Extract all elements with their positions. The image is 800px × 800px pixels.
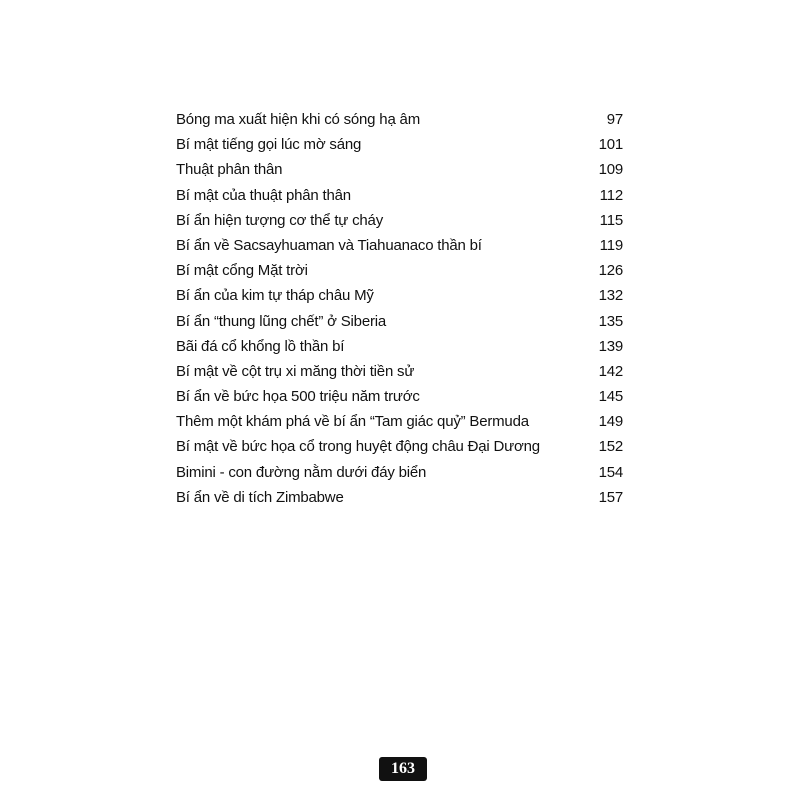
toc-entry-page: 152	[598, 438, 623, 456]
toc-entry-page: 112	[599, 186, 623, 204]
toc-entry	[176, 359, 623, 384]
toc-entry-title: Bí ẩn của kim tự tháp châu Mỹ	[176, 287, 374, 305]
toc-entry-title: Bí ẩn về di tích Zimbabwe	[176, 488, 344, 506]
toc-entry-title: Bimini - con đường nằm dưới đáy biển	[176, 463, 427, 481]
toc-entry	[176, 384, 623, 409]
toc-entry	[176, 434, 623, 459]
toc-entry	[176, 409, 623, 434]
toc-entry	[176, 107, 623, 132]
toc-entry-title: Bí ẩn về Sacsayhuaman và Tiahuanaco thần bí	[176, 236, 482, 254]
toc-entry	[176, 183, 623, 208]
toc-entry	[176, 132, 623, 157]
toc-entry	[176, 334, 623, 359]
toc-entry-title: Bãi đá cổ khổng lồ thần bí	[176, 337, 345, 355]
toc-entry-page: 97	[606, 111, 623, 128]
toc-entry-page: 132	[598, 287, 623, 305]
toc-entry	[176, 258, 623, 283]
toc-entry-title: Bí mật cổng Mặt trời	[176, 262, 308, 280]
toc-entry-page: 157	[598, 488, 623, 506]
toc-entry-page: 139	[598, 337, 623, 355]
toc-entry-page: 149	[598, 413, 623, 431]
toc-entry-page: 126	[598, 262, 623, 280]
toc-entry	[176, 309, 623, 334]
toc-entry-title: Thuật phân thân	[176, 161, 283, 179]
toc-entry-title: Thêm một khám phá về bí ẩn “Tam giác quỷ” Bermuda	[176, 413, 529, 431]
toc-entry-title: Bí mật về cột trụ xi măng thời tiền sử	[176, 362, 415, 380]
toc-entry-title: Bí mật của thuật phân thân	[176, 186, 351, 204]
toc-entry-page: 145	[598, 388, 623, 406]
toc-entry-title: Bí mật tiếng gọi lúc mờ sáng	[176, 136, 362, 154]
toc-entry-title: Bóng ma xuất hiện khi có sóng hạ âm	[176, 111, 420, 128]
toc-entry-page: 142	[598, 362, 623, 380]
toc-entry-title: Bí mật về bức họa cổ trong huyệt động châu Đại Dương	[176, 438, 540, 456]
toc-entry-title: Bí ẩn về bức họa 500 triệu năm trước	[176, 388, 420, 406]
table-of-contents	[176, 107, 623, 510]
page-number-badge: 163	[379, 757, 427, 781]
toc-entry	[176, 460, 623, 485]
toc-entry	[176, 283, 623, 308]
toc-entry	[176, 485, 623, 510]
toc-entry-page: 119	[599, 236, 623, 254]
toc-entry-page: 154	[598, 463, 623, 481]
toc-entry-page: 135	[598, 312, 623, 330]
toc-entry	[176, 208, 623, 233]
toc-entry	[176, 233, 623, 258]
toc-entry-page: 115	[599, 211, 623, 229]
toc-entry-title: Bí ẩn “thung lũng chết” ở Siberia	[176, 312, 387, 330]
toc-entry-title: Bí ẩn hiện tượng cơ thể tự cháy	[176, 211, 384, 229]
toc-entry-page: 101	[598, 136, 623, 154]
toc-entry-page: 109	[598, 161, 623, 179]
toc-entry	[176, 157, 623, 182]
